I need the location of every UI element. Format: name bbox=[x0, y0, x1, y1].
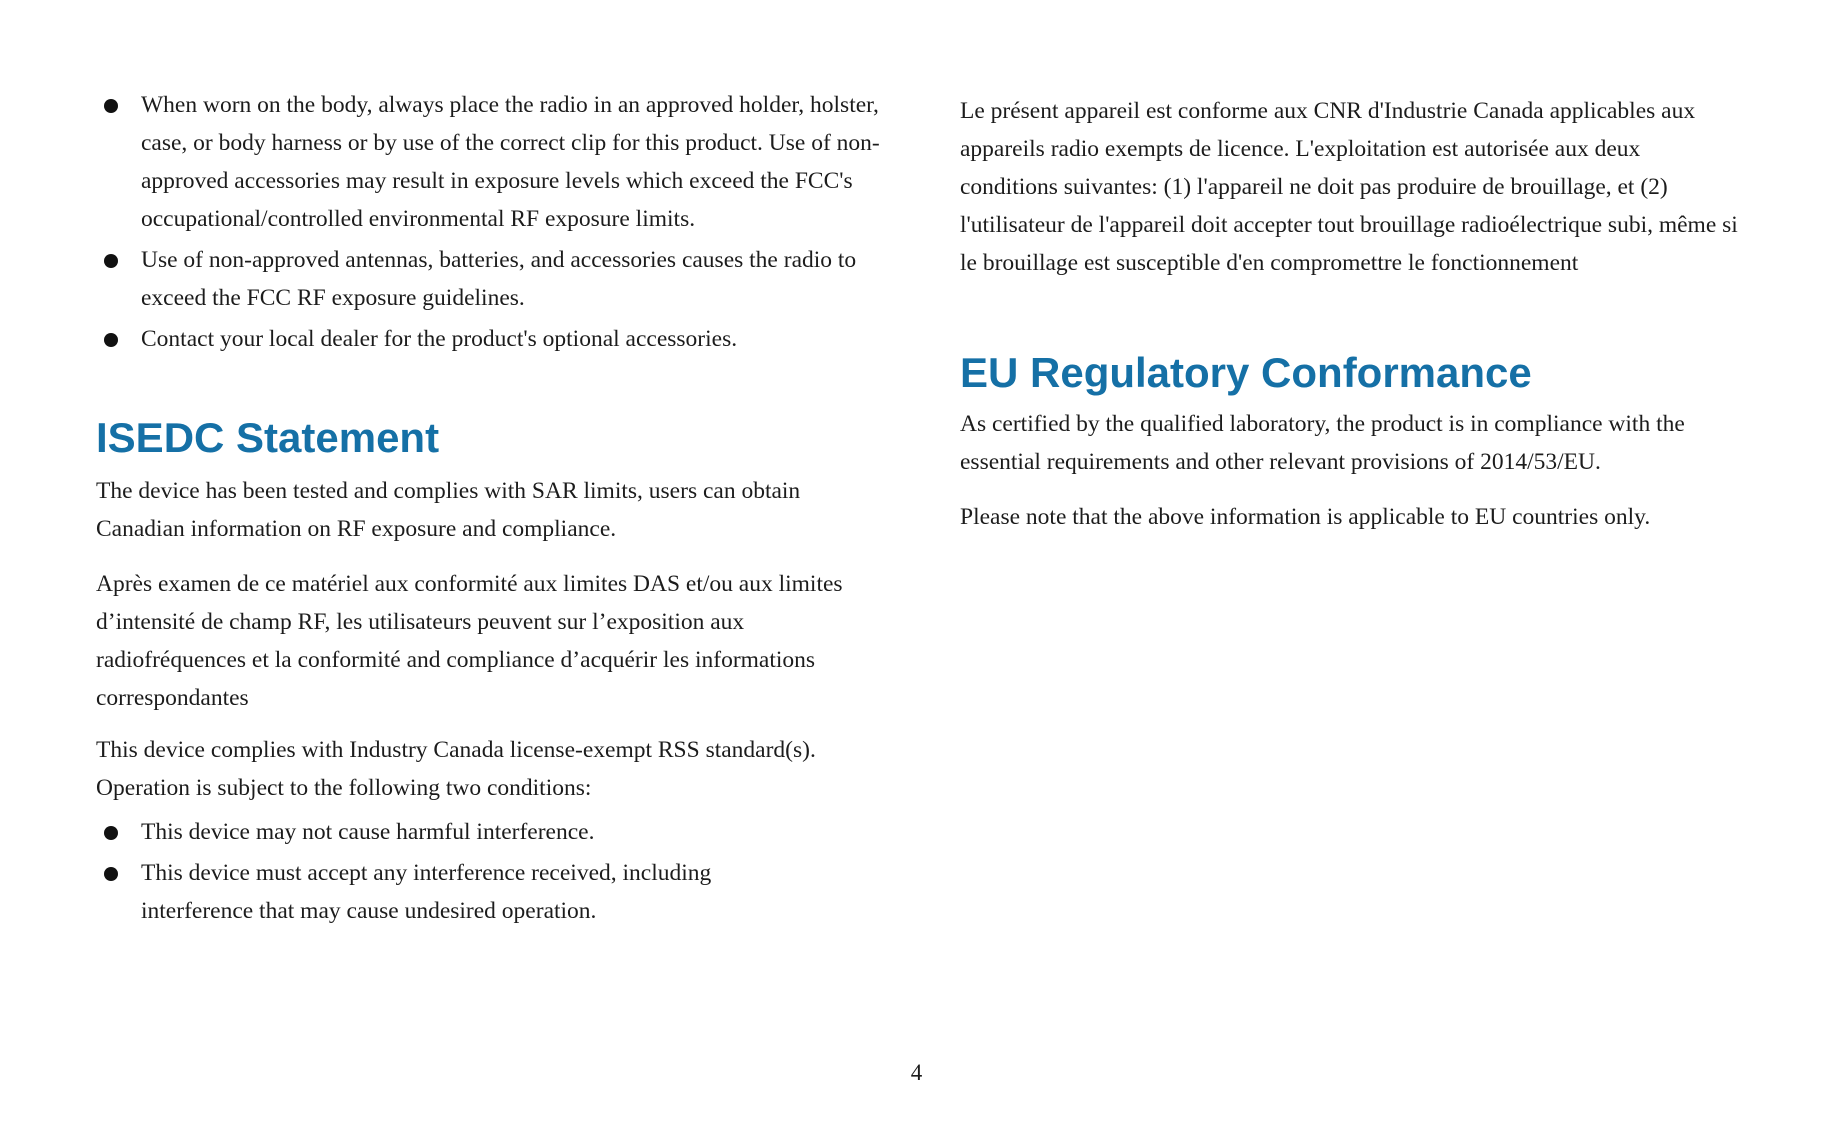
bullet-text: Use of non-approved antennas, batteries, and accessories causes the radio to exceed the FCC RF exposure guidelines. bbox=[141, 247, 857, 311]
bullet-icon bbox=[104, 99, 118, 113]
bullet-text: This device must accept any interference received, including interference that may cause undesired operation. bbox=[141, 860, 712, 924]
eu-heading: EU Regulatory Conformance bbox=[960, 349, 1532, 396]
bullet-item-holder bbox=[96, 86, 896, 238]
bullet-icon bbox=[104, 333, 118, 347]
page-number: 4 bbox=[910, 1060, 923, 1085]
bullet-text: Contact your local dealer for the product's optional accessories. bbox=[141, 326, 738, 352]
bullet-text: This device may not cause harmful interference. bbox=[141, 819, 595, 845]
conditions-bullet-list bbox=[96, 813, 896, 930]
isedc-paragraph-rss: This device complies with Industry Canada license-exempt RSS standard(s). Operation is subject to the following two conditions: bbox=[96, 737, 816, 801]
french-regulatory-paragraph: Le présent appareil est conforme aux CNR d'Industrie Canada applicables aux appareils radio exempts de licence. L'exploitation est autorisée aux deux conditions suivantes: (1) l'appareil ne doit pas produire de brouillage, et (2) l'utilisateur de l'appareil doit accepter tout brouillage radioélectrique subi, même si le brouillage est susceptible d'en compromettre le fonctionnement bbox=[960, 98, 1738, 276]
exposure-bullet-list bbox=[96, 86, 896, 358]
eu-paragraph-note: Please note that the above information is applicable to EU countries only. bbox=[960, 504, 1651, 530]
bullet-item-dealer bbox=[96, 320, 896, 358]
eu-paragraph-certified: As certified by the qualified laboratory, the product is in compliance with the essential requirements and other relevant provisions of 2014/53/EU. bbox=[960, 411, 1685, 475]
bullet-icon bbox=[104, 867, 118, 881]
bullet-text: When worn on the body, always place the radio in an approved holder, holster, case, or body harness or by use of the correct clip for this product. Use of non-approved accessories may result in exposure levels which exceed the FCC's occupational/controlled environmental RF exposure limits. bbox=[141, 92, 880, 232]
bullet-item-antennas bbox=[96, 241, 896, 317]
bullet-item-no-interference bbox=[96, 813, 896, 851]
bullet-icon bbox=[104, 254, 118, 268]
isedc-paragraph-french: Après examen de ce matériel aux conformité aux limites DAS et/ou aux limites d’intensité de champ RF, les utilisateurs peuvent sur l’exposition aux radiofréquences et la conformité and compliance d’acquérir les informations correspondantes bbox=[96, 571, 843, 711]
bullet-icon bbox=[104, 826, 118, 840]
isedc-paragraph-sar: The device has been tested and complies with SAR limits, users can obtain Canadian information on RF exposure and compliance. bbox=[96, 478, 801, 542]
isedc-heading: ISEDC Statement bbox=[96, 414, 440, 461]
bullet-item-accept-interference bbox=[96, 854, 821, 930]
